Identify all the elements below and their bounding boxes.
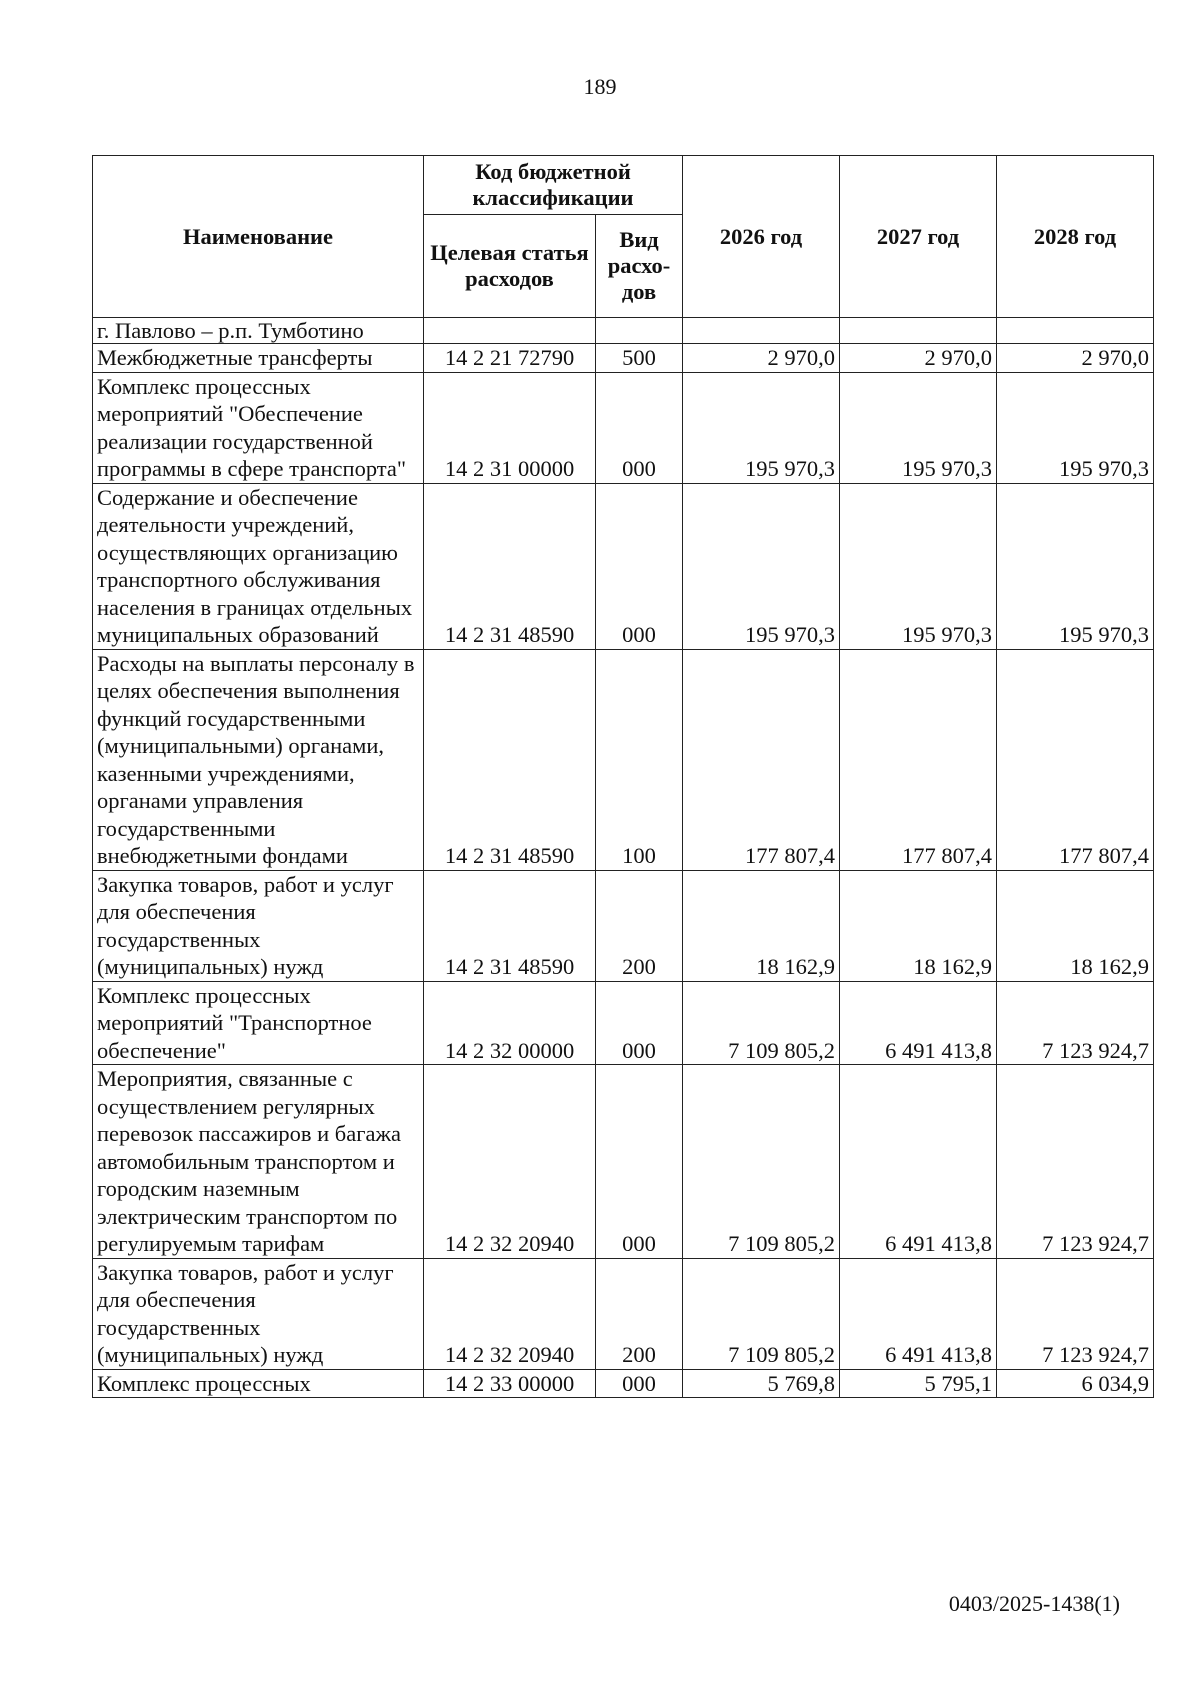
cell-2026: 195 970,3 (683, 372, 840, 483)
cell-expense-kind: 500 (596, 344, 683, 373)
cell-target-article: 14 2 32 20940 (424, 1065, 596, 1259)
cell-expense-kind (596, 318, 683, 344)
cell-target-article: 14 2 32 00000 (424, 981, 596, 1065)
cell-2026: 7 109 805,2 (683, 1258, 840, 1369)
cell-target-article: 14 2 31 48590 (424, 870, 596, 981)
cell-2028: 7 123 924,7 (997, 981, 1154, 1065)
cell-expense-kind: 000 (596, 483, 683, 649)
cell-2027: 177 807,4 (840, 649, 997, 870)
table-row (93, 1065, 1154, 1259)
header-expense-kind: Вид расхо-дов (596, 215, 683, 318)
cell-2027: 6 491 413,8 (840, 981, 997, 1065)
table-row (93, 344, 1154, 373)
cell-target-article: 14 2 31 00000 (424, 372, 596, 483)
cell-expense-kind: 000 (596, 372, 683, 483)
cell-name: Комплекс процессных мероприятий "Обеспечение реализации государственной программы в сфере транспорта" (93, 372, 424, 483)
cell-expense-kind: 000 (596, 1065, 683, 1259)
header-target-article: Целевая статья расходов (424, 215, 596, 318)
table-row (93, 649, 1154, 870)
cell-expense-kind: 000 (596, 1369, 683, 1398)
cell-expense-kind: 100 (596, 649, 683, 870)
header-2028: 2028 год (997, 156, 1154, 318)
cell-2026: 2 970,0 (683, 344, 840, 373)
table-row (93, 318, 1154, 344)
header-2027: 2027 год (840, 156, 997, 318)
cell-2028: 7 123 924,7 (997, 1065, 1154, 1259)
cell-name: Мероприятия, связанные с осуществлением регулярных перевозок пассажиров и багажа автомобильным транспортом и городским наземным электрическим транспортом по регулируемым тарифам (93, 1065, 424, 1259)
cell-2026: 7 109 805,2 (683, 981, 840, 1065)
cell-2026: 7 109 805,2 (683, 1065, 840, 1259)
cell-name: Комплекс процессных мероприятий "Транспортное обеспечение" (93, 981, 424, 1065)
cell-2027 (840, 318, 997, 344)
cell-2028 (997, 318, 1154, 344)
page-number: 189 (583, 74, 617, 99)
cell-name: Комплекс процессных (93, 1369, 424, 1398)
cell-name: г. Павлово – р.п. Тумботино (93, 318, 424, 344)
cell-target-article: 14 2 33 00000 (424, 1369, 596, 1398)
cell-2028: 177 807,4 (997, 649, 1154, 870)
cell-2028: 195 970,3 (997, 372, 1154, 483)
cell-2027: 5 795,1 (840, 1369, 997, 1398)
header-name: Наименование (93, 156, 424, 318)
table-row (93, 1258, 1154, 1369)
cell-target-article: 14 2 31 48590 (424, 483, 596, 649)
cell-expense-kind: 200 (596, 1258, 683, 1369)
cell-2027: 6 491 413,8 (840, 1065, 997, 1259)
cell-name: Содержание и обеспечение деятельности учреждений, осуществляющих организацию транспортного обслуживания населения в границах отдельных муниципальных образований (93, 483, 424, 649)
cell-2027: 2 970,0 (840, 344, 997, 373)
cell-2026: 18 162,9 (683, 870, 840, 981)
cell-2027: 195 970,3 (840, 483, 997, 649)
cell-2026: 195 970,3 (683, 483, 840, 649)
cell-2028: 18 162,9 (997, 870, 1154, 981)
cell-2027: 6 491 413,8 (840, 1258, 997, 1369)
cell-target-article (424, 318, 596, 344)
cell-2028: 195 970,3 (997, 483, 1154, 649)
cell-2028: 6 034,9 (997, 1369, 1154, 1398)
table-row (93, 870, 1154, 981)
cell-2027: 18 162,9 (840, 870, 997, 981)
table-body (93, 318, 1154, 1398)
table-row (93, 483, 1154, 649)
cell-target-article: 14 2 31 48590 (424, 649, 596, 870)
cell-2026: 5 769,8 (683, 1369, 840, 1398)
cell-expense-kind: 000 (596, 981, 683, 1065)
cell-target-article: 14 2 21 72790 (424, 344, 596, 373)
table-row (93, 1369, 1154, 1398)
cell-2028: 7 123 924,7 (997, 1258, 1154, 1369)
cell-name: Межбюджетные трансферты (93, 344, 424, 373)
budget-table (92, 155, 1154, 1398)
cell-2028: 2 970,0 (997, 344, 1154, 373)
cell-expense-kind: 200 (596, 870, 683, 981)
cell-name: Расходы на выплаты персоналу в целях обеспечения выполнения функций государственными (муниципальными) органами, казенными учреждениями, органами управления государственными внебюджетными фондами (93, 649, 424, 870)
footer-doc-code: 0403/2025-1438(1) (948, 1591, 1120, 1616)
cell-name: Закупка товаров, работ и услуг для обеспечения государственных (муниципальных) нужд (93, 1258, 424, 1369)
cell-2027: 195 970,3 (840, 372, 997, 483)
table-row (93, 372, 1154, 483)
cell-2026: 177 807,4 (683, 649, 840, 870)
table-row (93, 981, 1154, 1065)
header-code-group: Код бюджетной классификации (424, 156, 683, 215)
cell-2026 (683, 318, 840, 344)
cell-target-article: 14 2 32 20940 (424, 1258, 596, 1369)
header-2026: 2026 год (683, 156, 840, 318)
cell-name: Закупка товаров, работ и услуг для обеспечения государственных (муниципальных) нужд (93, 870, 424, 981)
